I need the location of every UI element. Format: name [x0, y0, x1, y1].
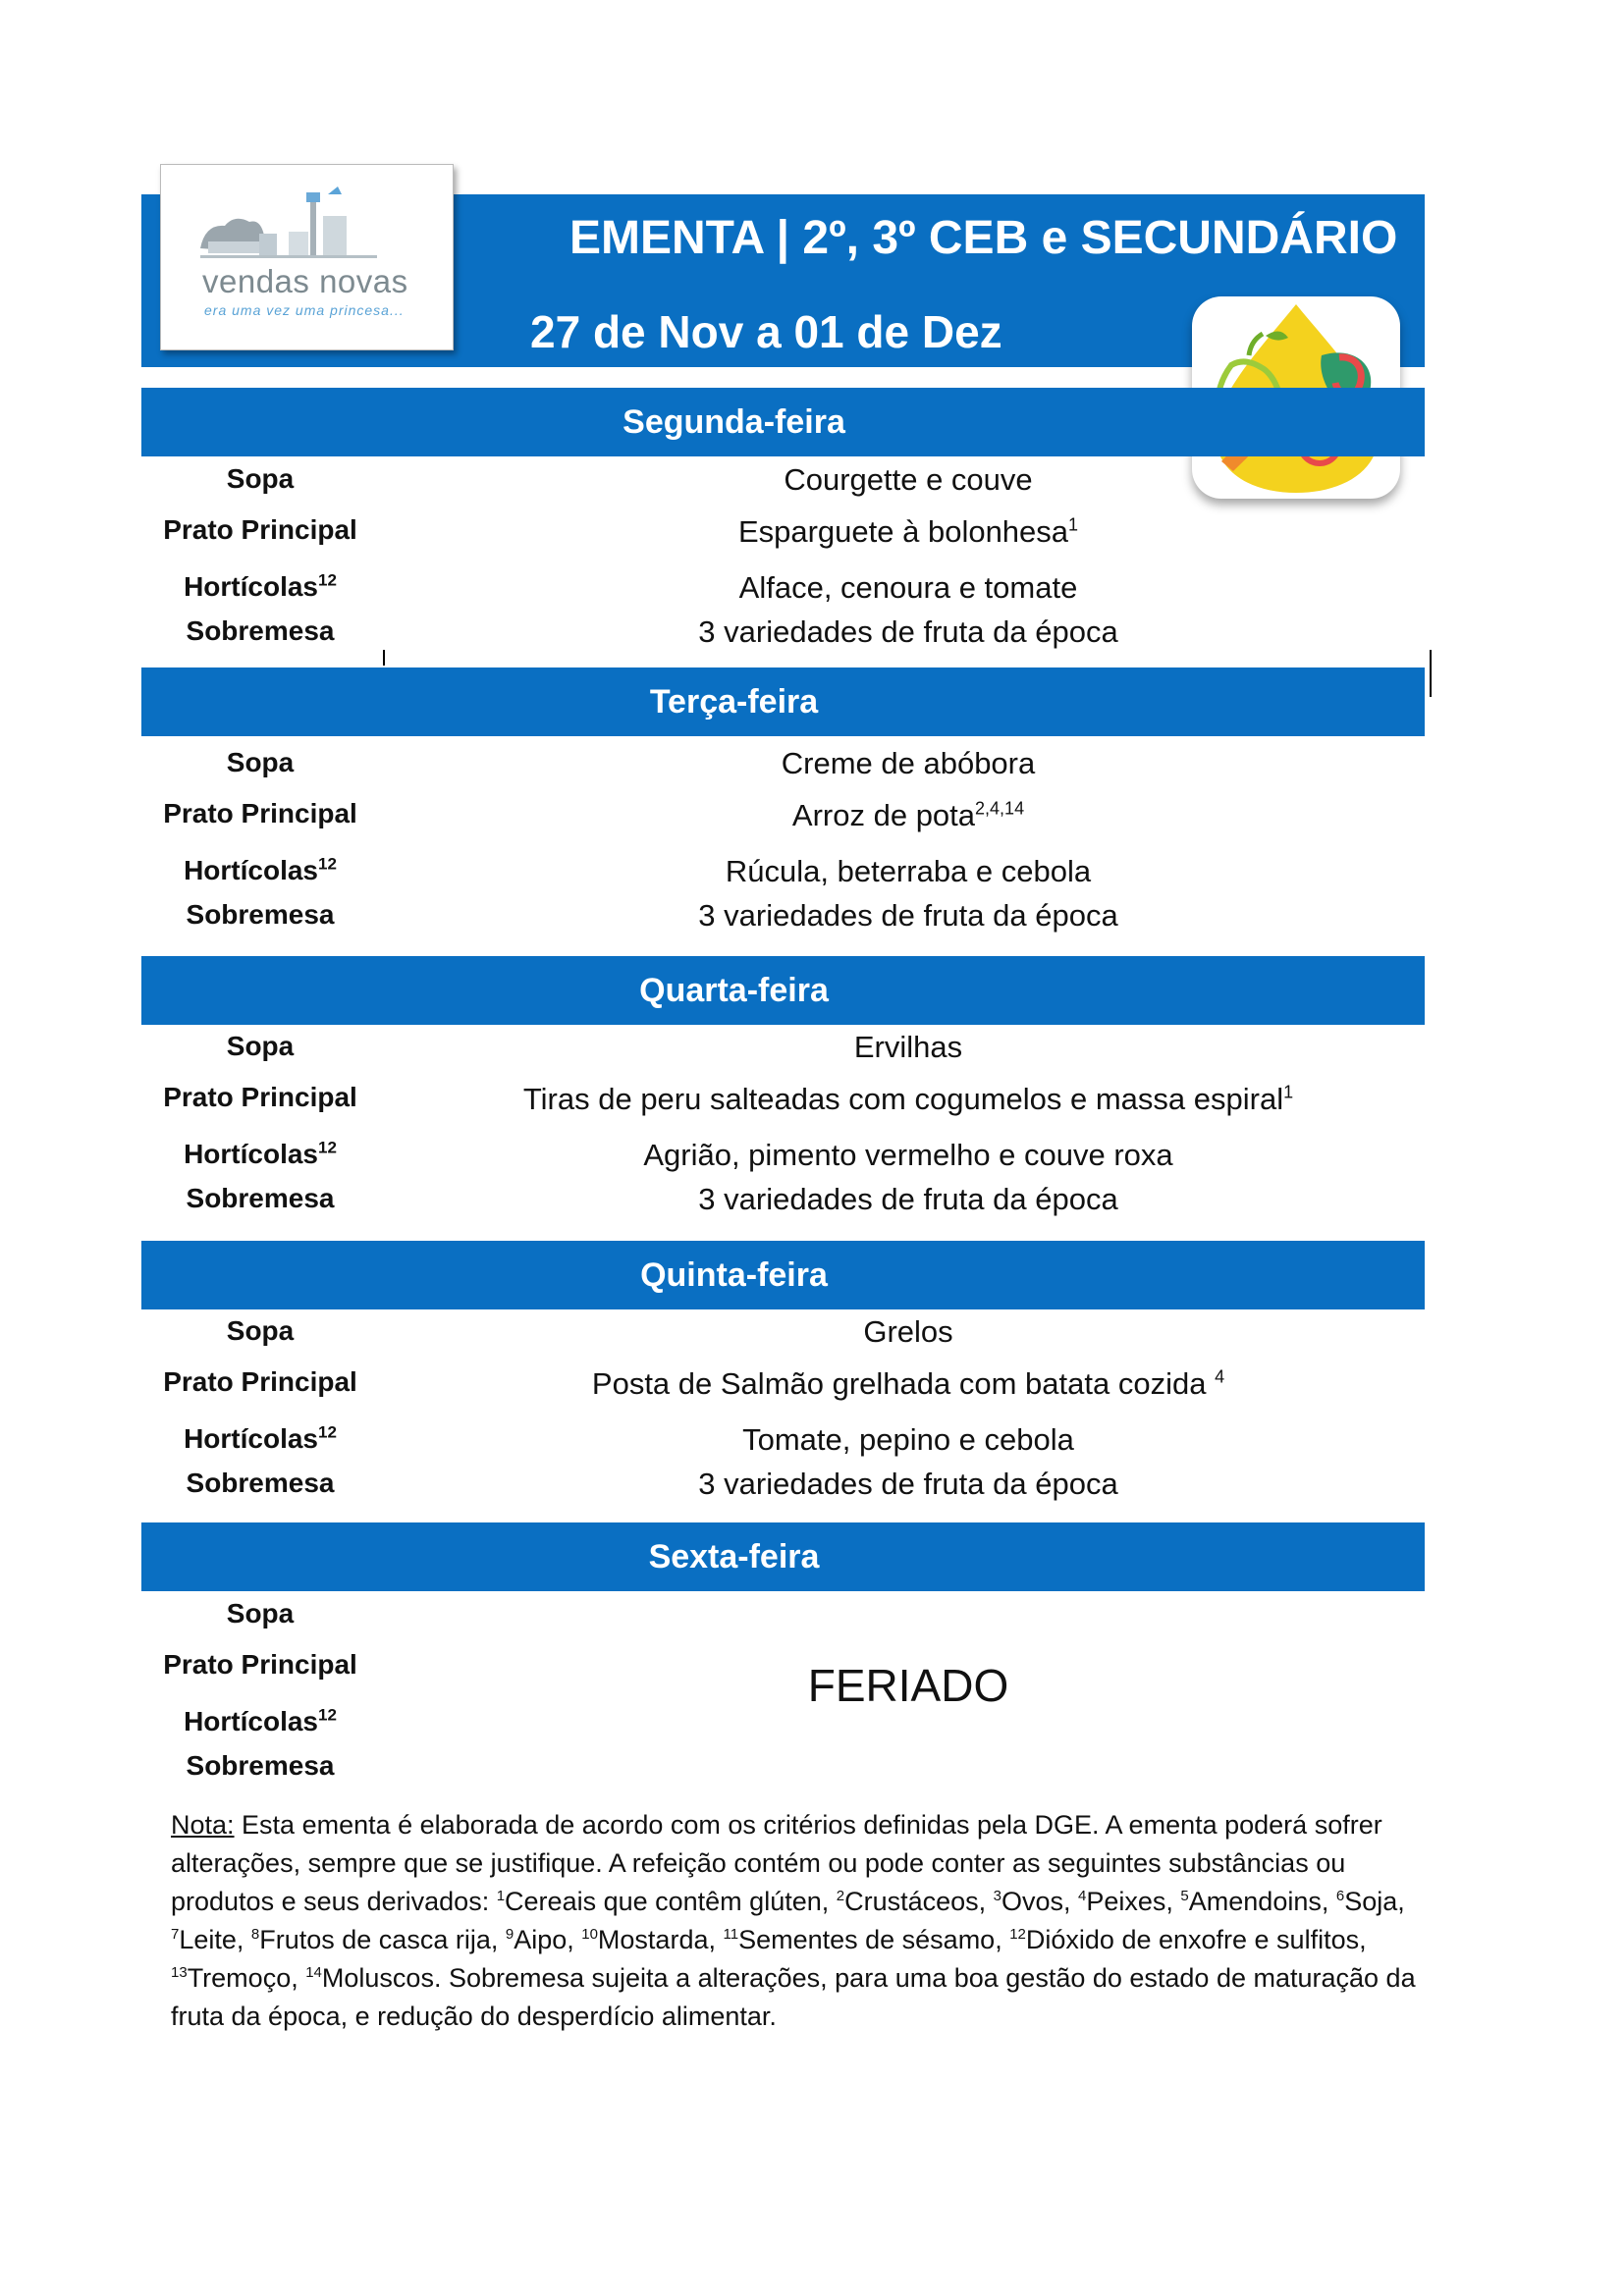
monday-prato: Esparguete à bolonhesa$^1$	[737, 514, 1079, 549]
thursday-horticolas: Tomate, pepino e cebola	[742, 1422, 1074, 1457]
label-horticolas: Hortícolas$^{12}$	[184, 570, 337, 602]
allergen-name: Dióxido de enxofre e sulfitos,	[1025, 1925, 1367, 1954]
day-header-friday: Sexta-feira	[141, 1522, 1425, 1591]
allergen-name: Cereais que contêm glúten,	[505, 1887, 837, 1916]
label-prato-principal: Prato Principal	[163, 798, 357, 828]
allergen-number: 6	[1335, 1888, 1345, 1904]
monday-horticolas: Alface, cenoura e tomate	[738, 570, 1078, 605]
label-horticolas: Hortícolas$^{12}$	[184, 1422, 337, 1454]
logo-subtext: era uma vez uma princesa...	[204, 302, 405, 318]
allergen-name: Sementes de sésamo,	[738, 1925, 1010, 1954]
label-sobremesa: Sobremesa	[186, 1468, 335, 1498]
thursday-sopa: Grelos	[863, 1314, 953, 1349]
allergen-number: 2	[836, 1888, 845, 1904]
allergen-name: Crustáceos,	[844, 1887, 994, 1916]
wednesday-sobremesa: 3 variedades de fruta da época	[698, 1182, 1118, 1216]
tuesday-prato: Arroz de pota$^{2,4,14}$	[791, 798, 1025, 832]
label-sopa: Sopa	[226, 1598, 295, 1629]
logo-text: vendas novas	[202, 263, 408, 299]
allergen-name: Ovos,	[1001, 1887, 1079, 1916]
label-sobremesa: Sobremesa	[186, 615, 335, 646]
day-header-wednesday: Quarta-feira	[141, 956, 1425, 1025]
allergen-name: Soja,	[1344, 1887, 1405, 1916]
label-sobremesa: Sobremesa	[186, 1183, 335, 1213]
allergen-number: 7	[171, 1926, 180, 1943]
thursday-sobremesa: 3 variedades de fruta da época	[698, 1467, 1118, 1501]
allergen-number: 3	[993, 1888, 1001, 1904]
page-title: EMENTA | 2º, 3º CEB e SECUNDÁRIO	[569, 212, 1398, 264]
monday-sobremesa: 3 variedades de fruta da época	[698, 614, 1118, 649]
allergen-name: Tremoço,	[187, 1963, 306, 1993]
label-prato-principal: Prato Principal	[163, 514, 357, 545]
allergen-number: 12	[1009, 1926, 1026, 1943]
label-sobremesa: Sobremesa	[186, 899, 335, 930]
allergen-number: 10	[581, 1926, 598, 1943]
label-sobremesa: Sobremesa	[186, 1750, 335, 1781]
allergen-name: Peixes,	[1086, 1887, 1181, 1916]
tuesday-sopa: Creme de abóbora	[781, 746, 1036, 780]
allergen-name: Moluscos.	[321, 1963, 442, 1993]
allergen-number: 9	[505, 1926, 514, 1943]
label-sopa: Sopa	[226, 1031, 295, 1061]
castle-illustration-icon	[161, 165, 453, 349]
week-dates: 27 de Nov a 01 de Dez	[530, 306, 1002, 357]
label-prato-principal: Prato Principal	[163, 1366, 357, 1397]
tuesday-sobremesa: 3 variedades de fruta da época	[698, 898, 1118, 933]
wednesday-horticolas: Agrião, pimento vermelho e couve roxa	[643, 1138, 1173, 1172]
allergen-number: 13	[171, 1964, 188, 1981]
table-tick	[383, 650, 385, 666]
table-tick	[1430, 650, 1432, 697]
day-header-monday: Segunda-feira	[141, 388, 1425, 456]
allergen-number: 5	[1180, 1888, 1189, 1904]
day-header-thursday: Quinta-feira	[141, 1241, 1425, 1309]
label-prato-principal: Prato Principal	[163, 1082, 357, 1112]
allergen-number: 14	[305, 1964, 322, 1981]
allergen-name: Frutos de casca rija,	[259, 1925, 506, 1954]
wednesday-sopa: Ervilhas	[853, 1030, 963, 1064]
allergen-name: Leite,	[179, 1925, 251, 1954]
allergen-name: Amendoins,	[1188, 1887, 1336, 1916]
note-label: Nota:	[171, 1810, 235, 1840]
label-sopa: Sopa	[226, 747, 295, 777]
friday-feriado: FERIADO	[807, 1660, 1009, 1711]
label-sopa: Sopa	[226, 1315, 295, 1346]
label-horticolas: Hortícolas$^{12}$	[184, 1138, 337, 1169]
municipality-logo	[160, 164, 454, 350]
allergen-name: Mostarda,	[597, 1925, 724, 1954]
tuesday-horticolas: Rúcula, beterraba e cebola	[725, 854, 1092, 888]
thursday-prato: Posta de Salmão grelhada com batata cozida $^4$	[591, 1366, 1225, 1401]
label-horticolas: Hortícolas$^{12}$	[184, 854, 337, 885]
allergen-number: 8	[250, 1926, 260, 1943]
allergen-number: 4	[1078, 1888, 1087, 1904]
note-intro: Esta ementa é elaborada de acordo com os critérios definidas pela DGE. A ementa poderá sofrer alterações, sempre que se justifique. A refeição contém ou pode conter as seguintes substâncias ou produtos e seus derivados:	[171, 1810, 1382, 1916]
allergen-note	[171, 1806, 1428, 2036]
wednesday-prato: Tiras de peru salteadas com cogumelos e massa espiral$^1$	[522, 1082, 1294, 1116]
allergen-number: 1	[496, 1888, 506, 1904]
allergen-number: 11	[723, 1926, 739, 1943]
note-outro: Sobremesa sujeita a alterações, para uma boa gestão do estado de maturação da fruta da época, e redução do desperdício alimentar.	[171, 1963, 1416, 2031]
monday-sopa: Courgette e couve	[784, 462, 1033, 497]
day-header-tuesday: Terça-feira	[141, 667, 1425, 736]
allergen-name: Aipo,	[514, 1925, 582, 1954]
label-prato-principal: Prato Principal	[163, 1649, 357, 1680]
label-sopa: Sopa	[226, 463, 295, 494]
label-horticolas: Hortícolas$^{12}$	[184, 1705, 337, 1736]
